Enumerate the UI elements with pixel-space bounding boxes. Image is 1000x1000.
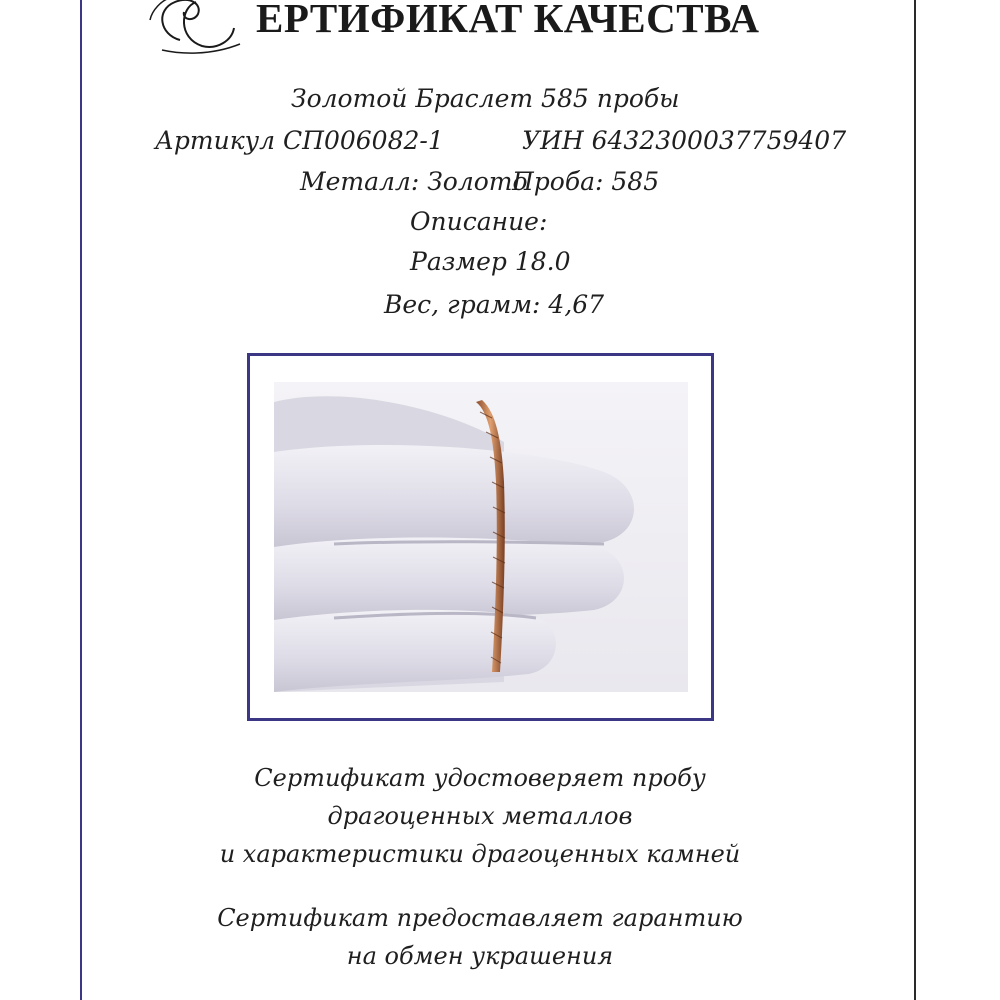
metal-value: Металл: Золото bbox=[300, 167, 528, 196]
monogram-logo-icon bbox=[140, 0, 260, 60]
uin-number: УИН 6432300037759407 bbox=[522, 126, 847, 155]
left-border-line bbox=[80, 0, 82, 1000]
weight-value: Вес, грамм: 4,67 bbox=[384, 290, 605, 319]
product-photo bbox=[274, 382, 688, 692]
footer-line-1: Сертификат удостоверяет пробу bbox=[254, 764, 706, 792]
certificate-title: ЕРТИФИКАТ КАЧЕСТВА bbox=[256, 0, 760, 41]
footer-line-3: и характеристики драгоценных камней bbox=[219, 840, 741, 868]
product-photo-frame bbox=[247, 353, 714, 721]
product-name: Золотой Браслет 585 пробы bbox=[291, 84, 680, 113]
size-value: Размер 18.0 bbox=[410, 247, 571, 276]
footer-line-2: драгоценных металлов bbox=[327, 802, 633, 830]
right-border-line bbox=[914, 0, 916, 1000]
proba-value: Проба: 585 bbox=[512, 167, 660, 196]
footer-line-4: Сертификат предоставляет гарантию bbox=[217, 904, 743, 932]
footer-line-5: на обмен украшения bbox=[346, 942, 614, 970]
description-label: Описание: bbox=[410, 207, 548, 236]
article-number: Артикул СП006082-1 bbox=[155, 126, 444, 155]
bracelet-on-glove-image bbox=[274, 382, 688, 692]
